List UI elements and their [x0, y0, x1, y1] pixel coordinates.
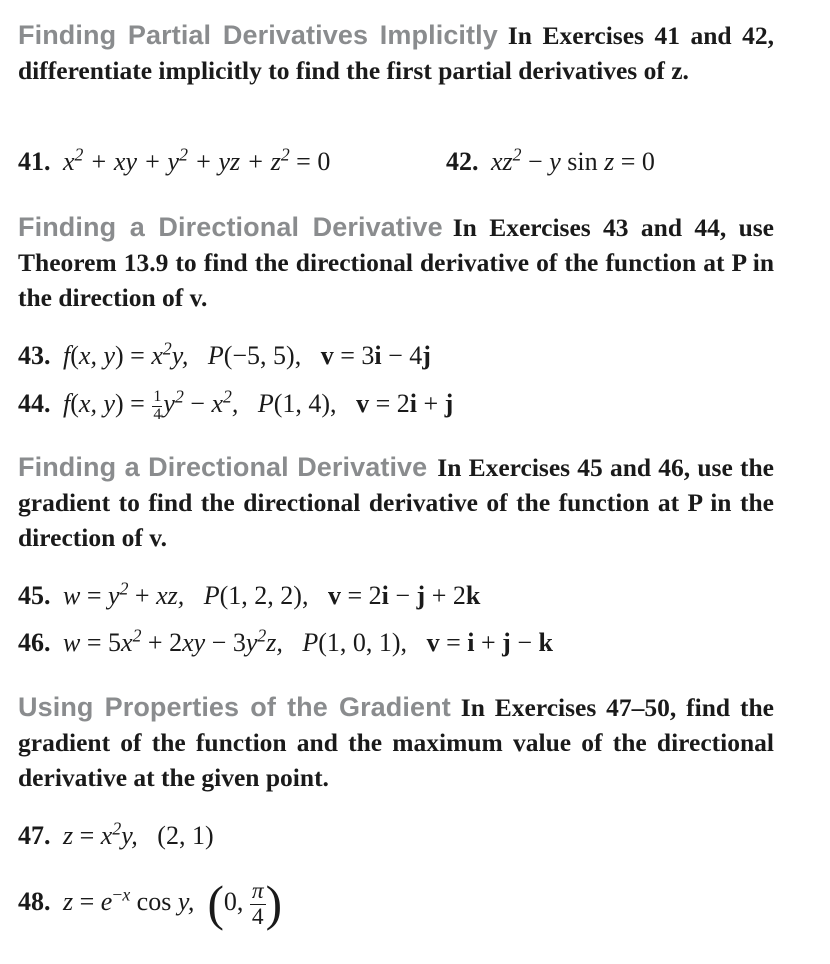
exercise-number: 45. — [18, 581, 51, 610]
section-heading: Finding Partial Derivatives Implicitly — [18, 20, 498, 50]
exercise-number: 48. — [18, 887, 51, 916]
exercise-expression: $z = x^2y$, (2, 1) — [63, 818, 214, 850]
exercise-41 — [18, 146, 330, 178]
section-partial-derivatives — [18, 18, 774, 88]
exercise-expression: f(x, y) = $\frac{1}{4}$ $y^2 - x^2$, P(1, 4), v = 2i + j — [63, 386, 454, 423]
section-directional-derivative-theorem — [18, 210, 774, 315]
exercise-number: 47. — [18, 821, 51, 850]
exercise-47 — [18, 820, 214, 852]
exercise-number: 41. — [18, 147, 51, 176]
exercise-42 — [446, 146, 655, 178]
section-instructions: In Exercises 47–50, find the gradient of the function and the maximum value of the directional derivative at the given point. — [18, 693, 774, 792]
exercise-45 — [18, 580, 480, 612]
section-directional-derivative-gradient — [18, 450, 774, 555]
exercise-number: 43. — [18, 341, 51, 370]
exercise-number: 42. — [446, 147, 479, 176]
exercise-number: 46. — [18, 628, 51, 657]
exercise-number: 44. — [18, 389, 51, 418]
exercise-expression: $x^2$ + xy + $y^2$ + yz + $z^2 = 0$ — [63, 144, 331, 176]
section-heading: Using Properties of the Gradient — [18, 692, 451, 722]
section-instructions: In Exercises 41 and 42, differentiate implicitly to find the first partial derivatives of z. — [18, 21, 774, 85]
exercise-43 — [18, 340, 431, 372]
section-heading: Finding a Directional Derivative — [18, 452, 428, 482]
section-instructions: In Exercises 45 and 46, use the gradient to find the directional derivative of the function at P in the direction of v. — [18, 453, 774, 552]
exercise-expression: $w = y^2$ + xz, P(1, 2, 2), v = 2i − j + 2k — [63, 578, 481, 610]
exercise-expression: f(x, $y) = x^2y$, P(−5, 5), v = 3i − 4j — [63, 338, 431, 370]
exercise-44 — [18, 388, 453, 423]
exercise-expression: $z = e^{-x}$ cos y, (0, $\frac{\pi}{4}$ ) — [63, 876, 283, 932]
exercise-expression: $xz^2 - y$ sin z = 0 — [491, 144, 655, 176]
section-instructions: In Exercises 43 and 44, use Theorem 13.9 to find the directional derivative of the function at P in the direction of v. — [18, 213, 774, 312]
exercise-expression: $w = 5x^2 + 2xy - 3y^2z$, P(1, 0, 1), v = i + j − k — [63, 625, 553, 657]
exercise-46 — [18, 627, 553, 659]
section-heading: Finding a Directional Derivative — [18, 212, 443, 242]
section-gradient-properties — [18, 690, 774, 795]
exercise-48 — [18, 876, 282, 930]
